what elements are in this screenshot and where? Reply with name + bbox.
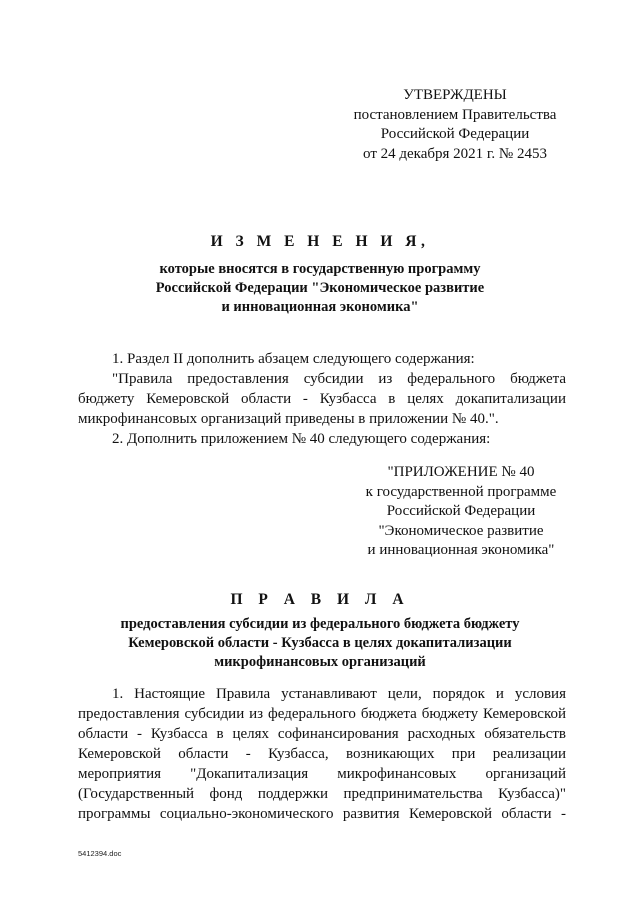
quote-line: микрофинансовых организаций приведены в приложении № 40.". [78, 411, 499, 427]
approval-stamp [340, 86, 570, 164]
item-2: 2. Дополнить приложением № 40 следующего содержания: [112, 431, 491, 447]
item-1: 1. Раздел II дополнить абзацем следующего содержания: [112, 351, 475, 367]
rules-body [78, 684, 566, 824]
rules-subtitle [60, 615, 580, 672]
changes-title: И З М Е Н Е Н И Я, [210, 233, 430, 250]
rules-line: мероприятия "Докапитализация микрофинансовых организаций [78, 766, 566, 782]
changes-subtitle-line: которые вносятся в государственную программу [159, 261, 481, 277]
document-id: 5412394.doc [78, 849, 122, 858]
annex-stamp [346, 463, 576, 561]
rules-line: Кемеровской области - Кузбасса, возникающих при реализации [78, 746, 566, 762]
approval-line: постановлением Правительства [353, 106, 557, 123]
approval-line: от 24 декабря 2021 г. № 2453 [363, 145, 547, 162]
changes-subtitle [60, 260, 580, 317]
rules-subtitle-line: микрофинансовых организаций [214, 654, 426, 670]
rules-subtitle-line: Кемеровской области - Кузбасса в целях докапитализации [128, 635, 512, 651]
changes-items [78, 349, 566, 449]
approval-line: Российской Федерации [380, 126, 530, 142]
rules-title: П Р А В И Л А [230, 591, 410, 608]
rules-line: программы социально-экономического развития Кемеровской области - [78, 806, 566, 822]
annex-line: Российской Федерации [386, 503, 536, 519]
annex-line: "Экономическое развитие [378, 522, 544, 539]
annex-line: к государственной программе [365, 483, 557, 500]
rules-line: области - Кузбасса в целях софинансирования расходных обязательств [78, 726, 566, 742]
quote-line: бюджету Кемеровской области - Кузбасса в целях докапитализации [78, 391, 566, 407]
rules-line: предоставления субсидии из федерального бюджета бюджету Кемеровской [78, 706, 566, 722]
annex-line: и инновационная экономика" [367, 542, 555, 558]
rules-subtitle-line: предоставления субсидии из федерального бюджета бюджету [120, 616, 520, 632]
quote-line: "Правила предоставления субсидии из федерального бюджета [112, 371, 566, 387]
approval-head: УТВЕРЖДЕНЫ [403, 87, 507, 103]
changes-subtitle-line: Российской Федерации "Экономическое развитие [155, 280, 485, 296]
rules-line: 1. Настоящие Правила устанавливают цели, порядок и условия [112, 686, 566, 702]
rules-line: (Государственный фонд поддержки предпринимательства Кузбасса)" [78, 786, 566, 802]
changes-subtitle-line: и инновационная экономика" [221, 299, 419, 315]
annex-line: "ПРИЛОЖЕНИЕ № 40 [387, 464, 535, 480]
